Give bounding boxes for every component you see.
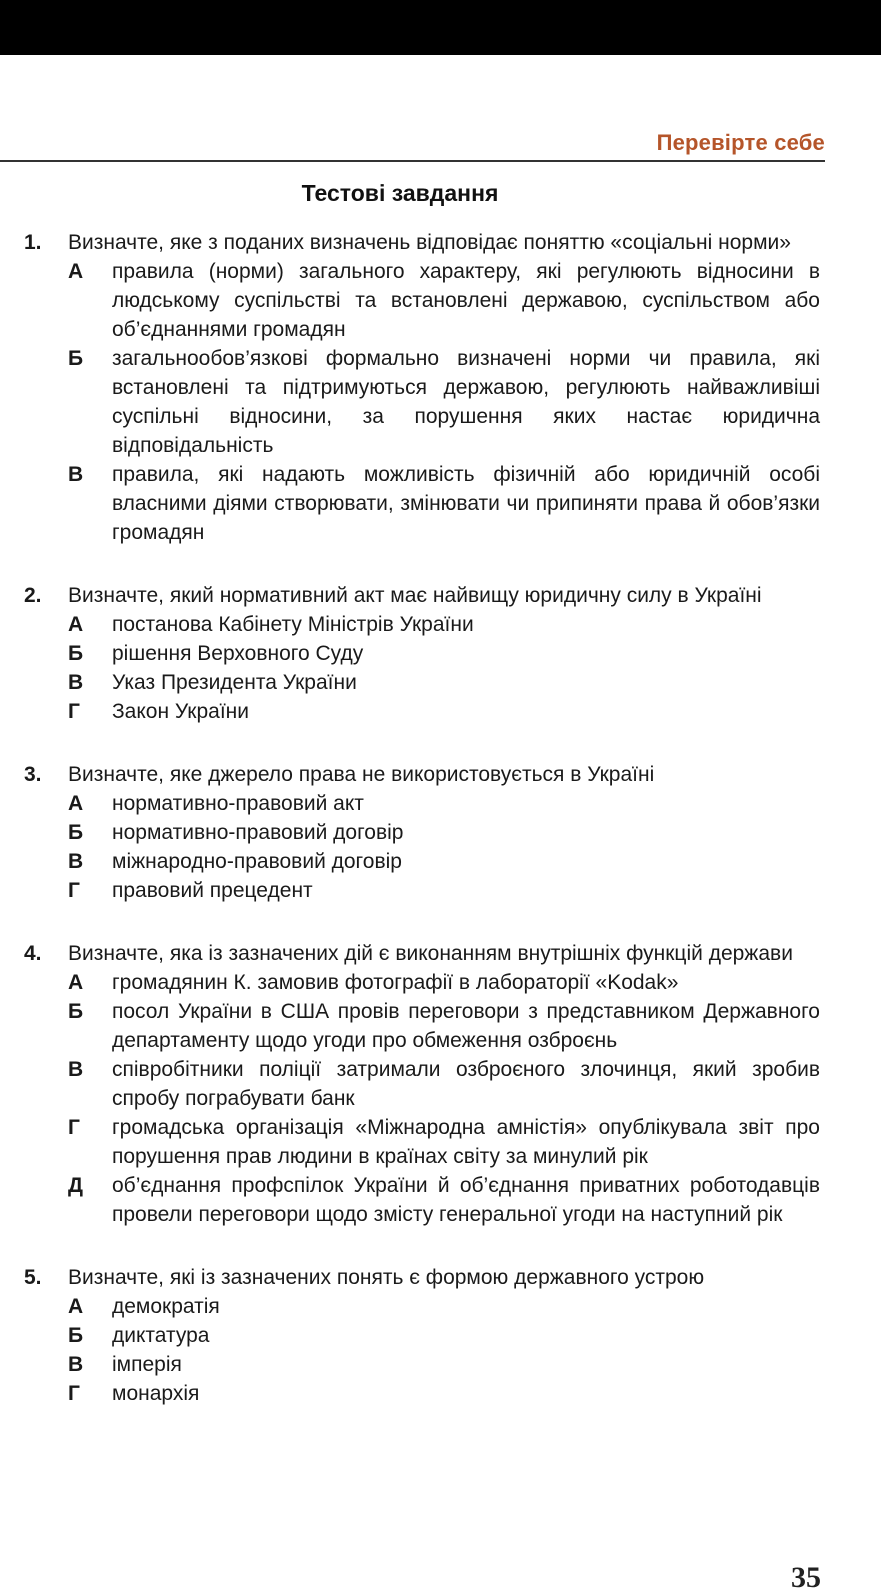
option-letter: А bbox=[68, 792, 84, 815]
option-text: диктатура bbox=[112, 1324, 210, 1347]
option-text: рішення Верховного Суду bbox=[112, 642, 364, 665]
option-item bbox=[68, 639, 820, 668]
option-letter: Г bbox=[68, 879, 80, 902]
option-text: Указ Президента України bbox=[112, 671, 357, 694]
option-letter: А bbox=[68, 260, 84, 283]
option-item bbox=[68, 697, 820, 726]
option-letter: А bbox=[68, 613, 84, 636]
page-number: 35 bbox=[791, 1561, 821, 1594]
option-item bbox=[68, 968, 820, 997]
option-item bbox=[68, 257, 820, 344]
option-item bbox=[68, 1321, 820, 1350]
option-item bbox=[68, 847, 820, 876]
option-item bbox=[68, 876, 820, 905]
option-item bbox=[68, 610, 820, 639]
option-text: правовий прецедент bbox=[112, 879, 313, 902]
question-1 bbox=[0, 228, 881, 547]
option-text: посол України в США провів переговори з представником Державного департаменту щодо угоди про обмеження озброєнь bbox=[112, 1000, 820, 1052]
option-text: об’єднання профспілок України й об’єднання приватних роботодавців провели переговори щодо змісту генеральної угоди на наступний рік bbox=[112, 1174, 820, 1226]
option-letter: Г bbox=[68, 700, 80, 723]
option-item bbox=[68, 344, 820, 460]
option-text: правила (норми) загального характеру, які регулюють відносини в людському суспільстві та встановлені державою, суспільством або об’єднаннями громадян bbox=[112, 260, 820, 341]
option-text: постанова Кабінету Міністрів України bbox=[112, 613, 474, 636]
question-number: 1. bbox=[24, 231, 42, 254]
option-text: міжнародно-правовий договір bbox=[112, 850, 402, 873]
question-list bbox=[0, 228, 881, 1442]
option-item bbox=[68, 789, 820, 818]
question-3 bbox=[0, 760, 881, 905]
option-letter: Б bbox=[68, 642, 84, 665]
option-item bbox=[68, 997, 820, 1055]
question-text: Визначте, яке джерело права не використовується в Україні bbox=[68, 763, 655, 786]
question-number: 3. bbox=[24, 763, 42, 786]
option-list bbox=[68, 257, 820, 547]
question-text: Визначте, який нормативний акт має найвищу юридичну силу в Україні bbox=[68, 584, 762, 607]
option-letter: В bbox=[68, 1058, 84, 1081]
option-item bbox=[68, 1379, 820, 1408]
option-letter: В bbox=[68, 463, 84, 486]
option-text: імперія bbox=[112, 1353, 182, 1376]
option-letter: В bbox=[68, 671, 84, 694]
option-letter: Б bbox=[68, 1000, 84, 1023]
option-item bbox=[68, 1171, 820, 1229]
top-black-bar bbox=[0, 0, 881, 55]
option-list bbox=[68, 610, 820, 726]
question-number: 5. bbox=[24, 1266, 42, 1289]
question-number: 4. bbox=[24, 942, 42, 965]
option-item bbox=[68, 460, 820, 547]
option-text: нормативно-правовий акт bbox=[112, 792, 364, 815]
option-letter: Б bbox=[68, 821, 84, 844]
option-item bbox=[68, 1350, 820, 1379]
option-item bbox=[68, 1113, 820, 1171]
option-letter: А bbox=[68, 971, 84, 994]
option-text: Закон України bbox=[112, 700, 250, 723]
page-title: Тестові завдання bbox=[301, 180, 499, 206]
option-item bbox=[68, 668, 820, 697]
question-number: 2. bbox=[24, 584, 42, 607]
option-letter: Г bbox=[68, 1382, 80, 1405]
option-text: нормативно-правовий договір bbox=[112, 821, 404, 844]
option-item bbox=[68, 1292, 820, 1321]
option-list bbox=[68, 789, 820, 905]
question-5 bbox=[0, 1263, 881, 1408]
question-2 bbox=[0, 581, 881, 726]
option-letter: Б bbox=[68, 347, 84, 370]
question-text: Визначте, яка із зазначених дій є виконанням внутрішніх функцій держави bbox=[68, 942, 793, 965]
option-item bbox=[68, 818, 820, 847]
option-text: монархія bbox=[112, 1382, 200, 1405]
option-list bbox=[68, 1292, 820, 1408]
question-text: Визначте, які із зазначених понять є формою державного устрою bbox=[68, 1266, 705, 1289]
question-4 bbox=[0, 939, 881, 1229]
option-letter: В bbox=[68, 1353, 84, 1376]
header-divider bbox=[0, 160, 825, 162]
option-letter: Б bbox=[68, 1324, 84, 1347]
option-text: співробітники поліції затримали озброєного злочинця, який зробив спробу пограбувати банк bbox=[112, 1058, 820, 1110]
question-text: Визначте, яке з поданих визначень відповідає поняттю «соціальні норми» bbox=[68, 231, 791, 254]
option-text: громадська організація «Міжнародна амністія» опублікувала звіт про порушення прав людини в країнах світу за минулий рік bbox=[112, 1116, 820, 1168]
option-letter: Д bbox=[68, 1174, 83, 1197]
option-text: загальнообов’язкові формально визначені норми чи правила, які встановлені та підтримуються державою, регулюють найважливіші суспільні відносини, за порушення яких настає юридична відповідальність bbox=[112, 347, 820, 457]
option-letter: Г bbox=[68, 1116, 80, 1139]
section-label: Перевірте себе bbox=[656, 130, 825, 155]
option-item bbox=[68, 1055, 820, 1113]
option-letter: В bbox=[68, 850, 84, 873]
option-text: демократія bbox=[112, 1295, 220, 1318]
option-letter: А bbox=[68, 1295, 84, 1318]
option-text: громадянин К. замовив фотографії в лабораторії «Kodak» bbox=[112, 971, 679, 994]
option-text: правила, які надають можливість фізичній або юридичній особі власними діями створювати, змінювати чи припиняти права й обов’язки громадян bbox=[112, 463, 820, 544]
option-list bbox=[68, 968, 820, 1229]
